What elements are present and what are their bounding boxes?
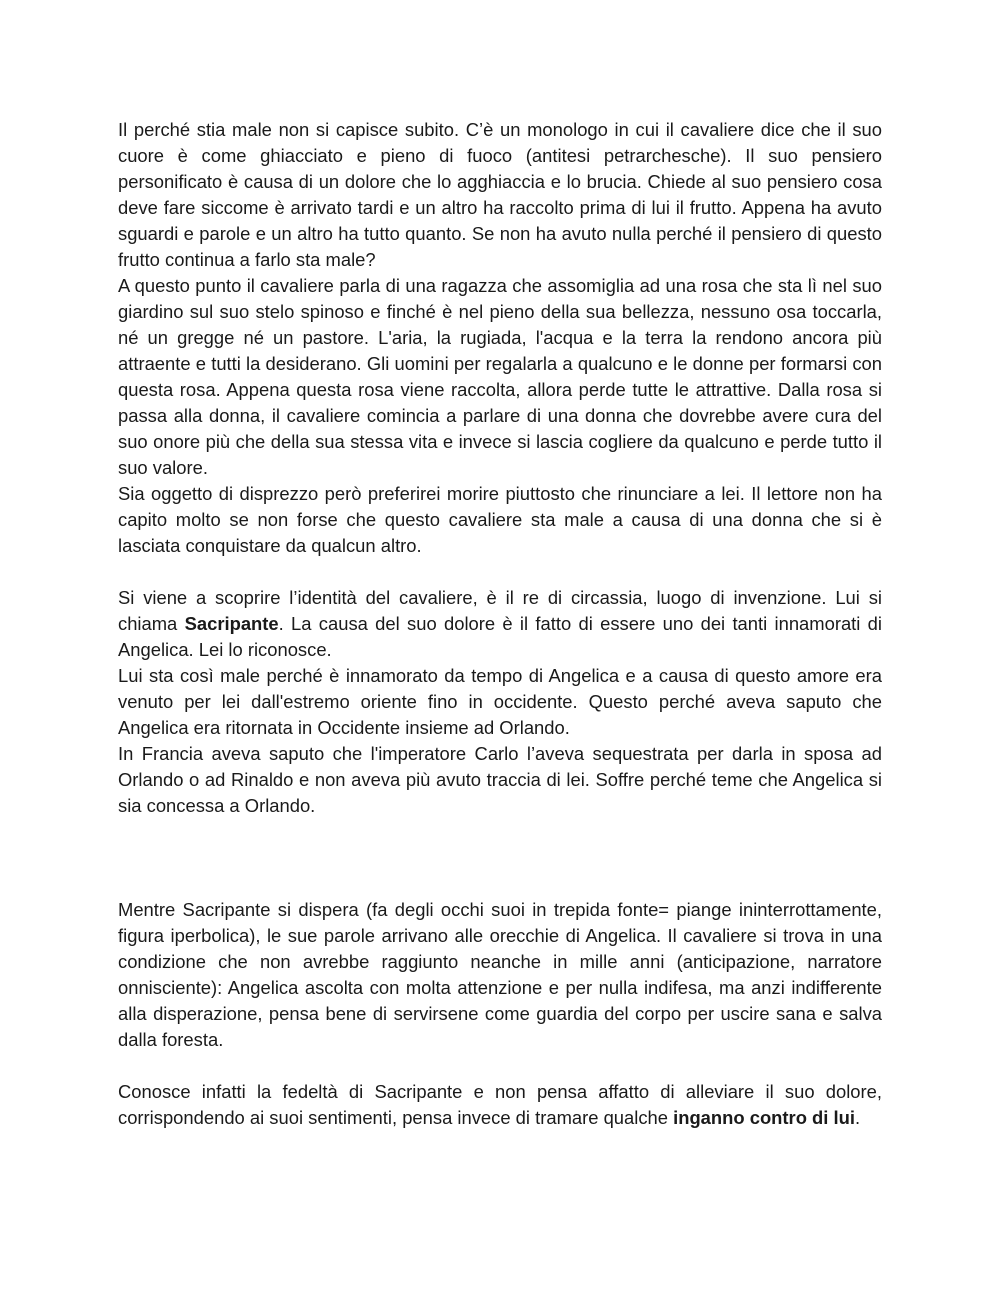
paragraph-disprezzo: Sia oggetto di disprezzo però preferirei morire piuttosto che rinunciare a lei. Il lettore non ha capito molto se non forse che questo cavaliere sta male a causa di una donna che si è lasciata conquistare da qualcun altro. xyxy=(118,483,882,556)
text-run: . La causa del suo dolore è il fatto di essere uno dei tanti innamorati di Angelica. Lei lo riconosce. xyxy=(118,613,882,660)
paragraph-angelica-listens: Mentre Sacripante si dispera (fa degli occhi suoi in trepida fonte= piange ininterrottamente, figura iperbolica), le sue parole arrivano alle orecchie di Angelica. Il cavaliere si trova in una condizione che non avrebbe raggiunto neanche in mille anni (anticipazione, narratore onnisciente): Angelica ascolta con molta attenzione e per nulla indifesa, ma anzi indifferente alla disperazione, pensa bene di servirsene come guardia del corpo per uscire sana e salva dalla foresta. xyxy=(118,899,882,1050)
paragraph-identity xyxy=(118,585,882,663)
paragraph-monologue: Il perché stia male non si capisce subito. C’è un monologo in cui il cavaliere dice che il suo cuore è come ghiacciato e pieno di fuoco (antitesi petrarchesche). Il suo pensiero personificato è causa di un dolore che lo agghiaccia e lo brucia. Chiede al suo pensiero cosa deve fare siccome è arrivato tardi e un altro ha raccolto prima di lui il frutto. Appena ha avuto sguardi e parole e un altro ha tutto quanto. Se non ha avuto nulla perché il pensiero di questo frutto continua a farlo sta male? xyxy=(118,119,882,270)
paragraph-spacer xyxy=(118,819,882,897)
paragraph-spacer xyxy=(118,559,882,585)
bold-inganno: inganno contro di lui xyxy=(673,1107,855,1128)
paragraph-love: Lui sta così male perché è innamorato da tempo di Angelica e a causa di questo amore era venuto per lei dall'estremo oriente fino in occidente. Questo perché aveva saputo che Angelica era ritornata in Occidente insieme ad Orlando. xyxy=(118,665,882,738)
text-run: Conosce infatti la fedeltà di Sacripante e non pensa affatto di alleviare il suo dolore, corrispondendo ai suoi sentimenti, pensa invece di tramare qualche xyxy=(118,1081,882,1128)
document-page xyxy=(118,117,882,1131)
text-run: . xyxy=(854,1107,861,1128)
paragraph-rose: A questo punto il cavaliere parla di una ragazza che assomiglia ad una rosa che sta lì nel suo giardino sul suo stelo spinoso e finché è nel pieno della sua bellezza, nessuno osa toccarla, né un gregge né un pastore. L'aria, la rugiada, l'acqua e la terra la rendono ancora più attraente e tutti la desiderano. Gli uomini per regalarla a qualcuno e le donne per formarsi con questa rosa. Appena questa rosa viene raccolta, allora perde tutte le attrattive. Dalla rosa si passa alla donna, il cavaliere comincia a parlare di una donna che dovrebbe avere cura del suo onore più che della sua stessa vita e invece si lascia cogliere da qualcuno e perde tutto il suo valore. xyxy=(118,275,882,478)
paragraph-francia: In Francia aveva saputo che l'imperatore Carlo l’aveva sequestrata per darla in sposa ad Orlando o ad Rinaldo e non aveva più avuto traccia di lei. Soffre perché teme che Angelica si sia concessa a Orlando. xyxy=(118,743,882,816)
paragraph-spacer xyxy=(118,1053,882,1079)
bold-name-sacripante: Sacripante xyxy=(184,613,279,634)
paragraph-inganno xyxy=(118,1079,882,1131)
text-run: Si viene a scoprire l’identità del cavaliere, è il re di circassia, luogo di invenzione. Lui si chiama xyxy=(118,587,882,634)
